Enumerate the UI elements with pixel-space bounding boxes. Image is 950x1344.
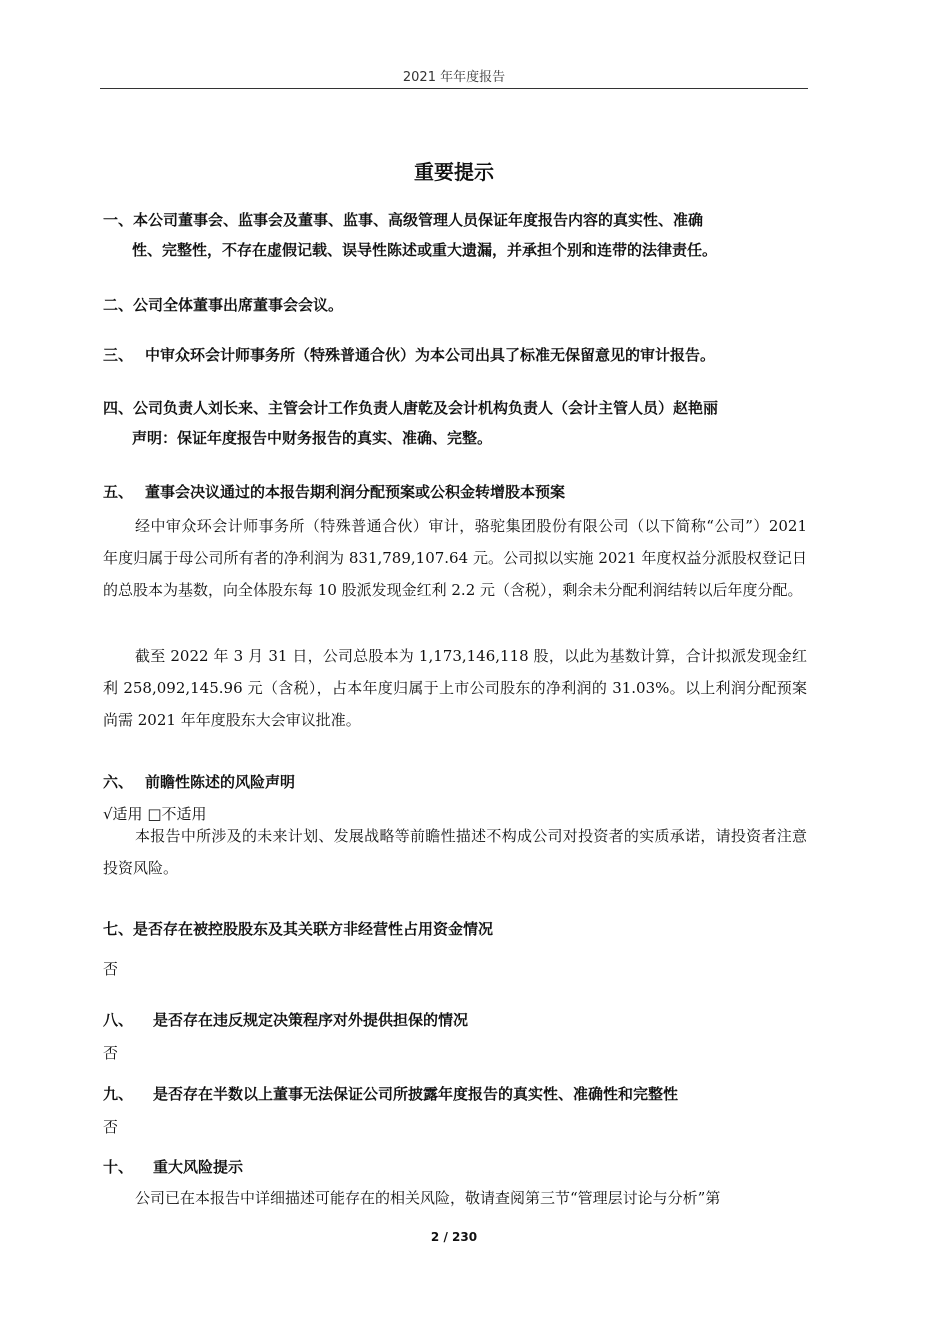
header-rule (100, 88, 808, 89)
section-line: 是否存在半数以上董事无法保证公司所披露年度报告的真实性、准确性和完整性 (153, 1085, 679, 1103)
section-number: 九、 (103, 1085, 134, 1103)
forward-looking-paragraph: 本报告中所涉及的未来计划、发展战略等前瞻性描述不构成公司对投资者的实质承诺，请投资者注意投资风险。 (103, 827, 807, 877)
section-line: 董事会决议通过的本报告期利润分配预案或公积金转增股本预案 (145, 483, 566, 501)
page-number: 2 / 230 (430, 1230, 478, 1244)
section-number: 十、 (103, 1158, 134, 1176)
section-9-answer: 否 (103, 1118, 119, 1136)
section-line: 是否存在被控股股东及其关联方非经营性占用资金情况 (133, 920, 494, 938)
section-number: 三、 (103, 346, 134, 364)
risk-paragraph: 公司已在本报告中详细描述可能存在的相关风险，敬请查阅第三节“管理层讨论与分析”第 (135, 1189, 721, 1207)
section-number: 六、 (103, 773, 134, 791)
section-10-heading (103, 1152, 807, 1182)
section-number: 一、 (103, 211, 134, 229)
section-line: 性、完整性，不存在虚假记载、误导性陈述或重大遗漏，并承担个别和连带的法律责任。 (132, 241, 718, 259)
section-line: 公司负责人刘长来、主管会计工作负责人唐乾及会计机构负责人（会计主管人员）赵艳丽 (133, 399, 719, 417)
section-7-answer: 否 (103, 960, 119, 978)
section-number: 七、 (103, 920, 134, 938)
running-header: 2021 年年度报告 (402, 70, 506, 85)
section-line: 重大风险提示 (153, 1158, 244, 1176)
applicable-status: √适用 □不适用 (103, 805, 207, 823)
section-3-heading (103, 340, 807, 370)
section-line: 声明：保证年度报告中财务报告的真实、准确、完整。 (132, 429, 493, 447)
section-number: 五、 (103, 483, 134, 501)
section-4-heading (103, 393, 807, 453)
section-2-heading (103, 290, 807, 320)
section-line: 前瞻性陈述的风险声明 (145, 773, 296, 791)
section-line: 本公司董事会、监事会及董事、监事、高级管理人员保证年度报告内容的真实性、准确 (133, 211, 704, 229)
section-number: 八、 (103, 1011, 134, 1029)
section-line: 中审众环会计师事务所（特殊普通合伙）为本公司出具了标准无保留意见的审计报告。 (145, 346, 716, 364)
section-5-heading (103, 477, 807, 507)
page-title: 重要提示 (414, 160, 494, 184)
profit-paragraph-2: 截至 2022 年 3 月 31 日，公司总股本为 1,173,146,118 股，以此为基数计算，合计拟派发现金红利 258,092,145.96 元（含税），占本年度归属于上市公司股东的净利润的 31.03%。以上利润分配预案尚需 2021 年年度股东大会审议批准。 (103, 647, 807, 729)
section-line: 是否存在违反规定决策程序对外提供担保的情况 (153, 1011, 469, 1029)
section-8-heading (103, 1005, 807, 1035)
section-8-answer: 否 (103, 1044, 119, 1062)
section-number: 四、 (103, 399, 134, 417)
section-1-heading (103, 205, 807, 265)
profit-paragraph-1: 经中审众环会计师事务所（特殊普通合伙）审计，骆驼集团股份有限公司（以下简称“公司”）2021 年度归属于母公司所有者的净利润为 831,789,107.64 元。公司拟以实施 2021 年度权益分派股权登记日的总股本为基数，向全体股东每 10 股派发现金红利 2.2 元（含税），剩余未分配利润结转以后年度分配。 (103, 517, 807, 599)
section-6-heading (103, 767, 807, 797)
section-line: 公司全体董事出席董事会会议。 (133, 296, 344, 314)
section-7-heading (103, 914, 807, 944)
section-9-heading (103, 1079, 807, 1109)
section-number: 二、 (103, 296, 134, 314)
